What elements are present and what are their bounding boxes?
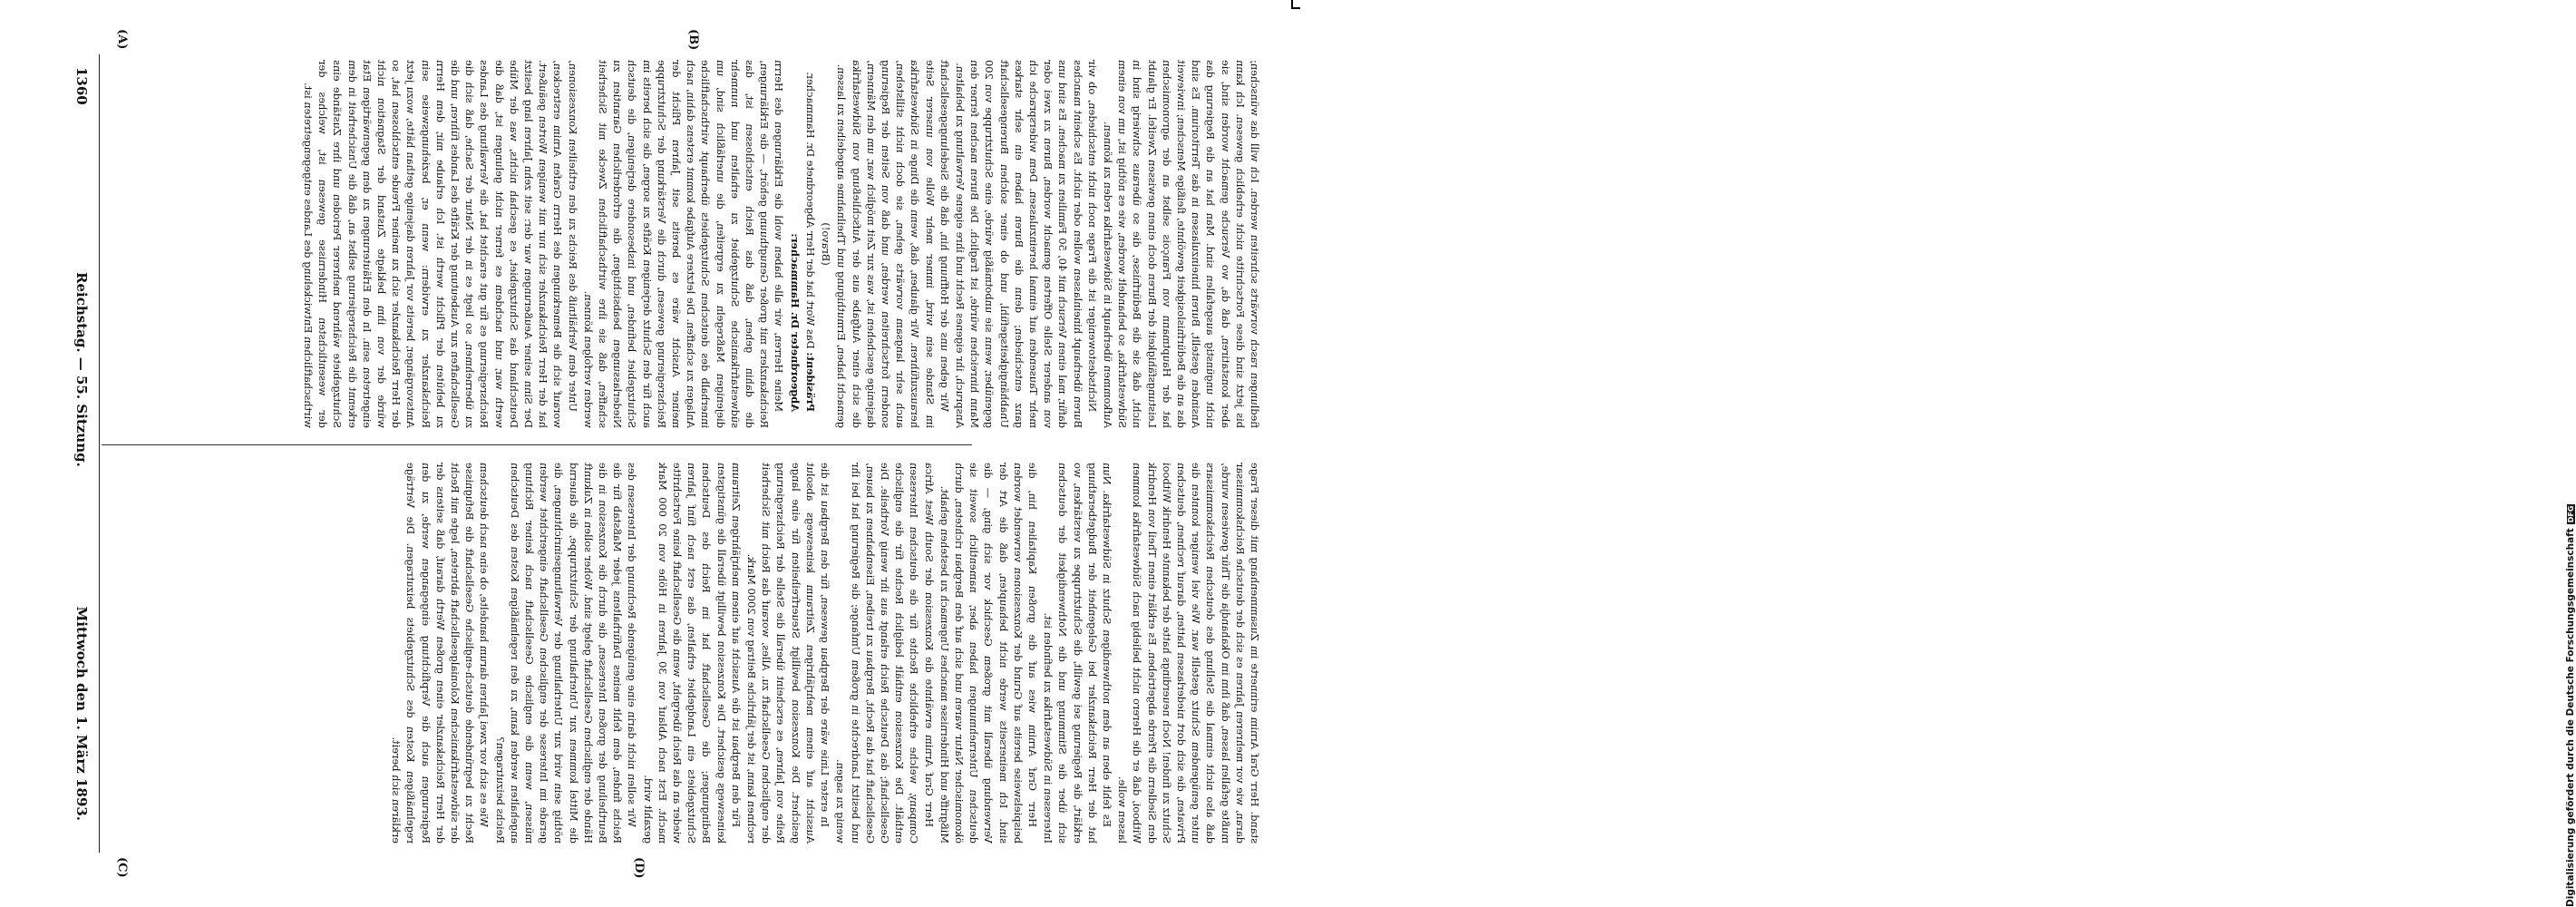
applause-note: (Bravo!) [820, 222, 833, 266]
page-number: 1360 [73, 67, 90, 105]
paragraph: Meine Herren, wir alle haben wohl die Erklärungen des Herrn Reichskanzlers mit großer Genugthuung gehört, — die Erklärungen, die dahin gehen, daß das Reich entschlossen ist, das südwestafrikanische Schutzgebiet zu erhalten und nunmehr diejenigen Maßregeln zu ergreifen, die unerläßlich sind, um innerhalb des deutschen Schutzgebiets überhaupt wirthschaftliche Anlagen zu schaffen. Die letztere Aufgabe kommt erstens dahin, nach meiner Ansicht wäre es bereits seit Jahren Pflicht der Reichsregierung gewesen, durch die Verstärkung der Schutztruppe auch für den Schutz derjenigen Kräfte zu sorgen, die sich bereits im Schutzgebiet befinden, und insbesondere derjenigen, die deutsch Niederlassungen beabsichtigen, die erforderlichen Garantien zu schaffen, daß sie ihre wirthschaftlichen Zwecke mit Sicherheit werden verfolgen können. [581, 60, 786, 428]
paragraph: Wie es sich vor zwei Jahren darum handelte, ob eine nach deutschem Recht zu begründende deutsch-englische Gesellschaft die Befugnisse der südwestafrikanischen Kolonialgesellschaft abtreten, legte mit Recht der Herr Reichskanzler einen großen Werth darauf, daß seitens der Regierungen auch die Verpflichtung eingegangen werde, zu den regelmäßigen Kosten des Schutzgebiets beizutragen. Die Verträge erklären sich bereit. [390, 463, 491, 844]
corner-mark [1291, 0, 1300, 9]
paragraph: Wir geben uns der Hoffnung hin, daß die Siedelungsgesellschaft im Stande sein wird, immer mehr Wolle von unserer Seite herauszuführen. Wir glauben, daß, wenn die Dinge in Südwestafrika auch sehr langsam vorwärts gehen, sie doch nicht stillstehen, sondern fortschreiten werden, und daß von Seiten der Regierung dasjenige geschehen ist, was zur Zeit möglich war, um den Männern, die sich einer Aufgabe aus der Aufschließung von Südwestafrika gemacht haben, Ermuthigung und Theilnahme angedeihen zu lassen. [835, 60, 951, 428]
paragraph: Für den Bergbau ist die Aussicht auf einem mehrjährigen Zeitraum keineswegs gesichert. Die Konzession bewilligt überall die günstigsten Bedingungen; die Gesellschaft hat im Reich des Deutschen Schutzgebiets ein Landgebiet erhalten, das erst nach fünf Jahren wieder an das Reich übergeht, wenn die Gesellschaft keine Fortschritte macht. Erst nach Ablauf von 30 Jahren in Höhe von 20 000 Mark gezahlt wird. [641, 463, 743, 844]
text-column-left [111, 60, 1262, 428]
margin-marker-b: (B) [686, 29, 700, 51]
page-date: Mittwoch den 1. März 1893. [73, 606, 90, 821]
paragraph: In erster Linie wäre der Bergbau gewesen, für den Bergbau ist die Aussicht auf einem mehrjährigen Zeitraum keineswegs absolut gesichert. Die Konzession bewilligt Steuerfreiheiten für eine lange Reihe von Jahren, es erscheint überall die Stelle der Reichsregierung der englischen Gesellschaft zu. Alles, worauf das Reich mit Sicherheit rechnen kann, ist der jährliche Beitrag von 2000 Mark. [745, 463, 832, 844]
margin-marker-c: (C) [115, 857, 129, 878]
paragraph: Herr Graf Arnim wies auf die großen Kapitalien hin, die beispielsweise bereits auf Grund der Konzessionen verwendet worden sind. Ich meinerseits werde nicht behaupten, daß die Art der Verwendung überall mit großem Geschick vor sich ging, — die deutschen Unternehmungen haben aber, namentlich soweit sie ökonomischer Natur waren und sich auf den Bergbau richteten, durch Mißgriffe und Hindernisse manches Ungemach zu bestehen gehabt. [938, 463, 1039, 844]
president-text: Das Wort hat der Herr Abgeordnete Dr. Hammacher. [803, 72, 817, 349]
page-header [68, 0, 97, 907]
margin-marker-d: (D) [632, 857, 646, 879]
paragraph: Es fehlt eben an dem nothwendigen Schutz in Südwestafrika. Nun hat der Herr Reichskanzler bei Gelegenheit der Budgetberathung erklärt, die Regierung sei gewillt, die Schutztruppe zu verstärken, wo sich über die Stimmung und die Nothwendigkeit der deutschen Interessen in Südwestafrika zu befinden ist. [1042, 463, 1113, 844]
dfg-logo: DFG [2567, 505, 2575, 523]
paragraph: Herr Graf Arnim erwähnte die Konzession der South West Africa Company, welche erhebliche Rechte für die deutschen Interessen enthält. Die Konzession enthält lediglich Rechte für die englische Gesellschaft; das Deutsche Reich erlangt aus ihr wenig Vortheile. Die Gesellschaft hat das Recht, Bergbau zu treiben, Eisenbahnen zu bauen, und besitzt Landrechte in großem Umfange; die Regierung hat bei ihr wenig zu sagen. [834, 463, 936, 844]
speaker-label: Präsident: [803, 352, 817, 412]
margin-marker-a: (A) [115, 29, 129, 50]
president-remark [803, 60, 818, 428]
column-divider [102, 444, 972, 445]
speaker-label: Abgeordneter Dr. Hammacher: [788, 233, 802, 412]
text-column-right [111, 463, 1262, 844]
paragraph: Wir sollen nicht darin eine genügende Rechnung der Interessen des Reichs finden, dem fehlt meines Dafürhaltens jeder Maßstab für die Beurtheilung der großen Interessen, die durch die Konzession in die Hände der englischen Gesellschaft gelegt sind. Woher sollen in Zukunft die Mittel kommen zur Unterhaltung der Schutztruppe, die dauernd nöthig sein wird zur Unterhaltung der Verwaltungseinrichtungen, die gerade im Interesse der englischen Gesellschaft eingerichtet werden müssen, wenn die englische Gesellschaft nach keiner Richtung angehalten werden kann, zu den regelmäßigen Kosten des Deutschen Reichs beizutragen? [493, 463, 639, 844]
paragraph: fiedlungen rasch vorwärts schreiten werden. Ich will das wünschen; bis jetzt sind diese Fortschritte nicht erheblich gewesen. Ich kann aber konstatiren, daß da, wo Versuche gemacht worden sind, sie nicht ungünstig ausgefallen sind. Man hat an die Regierung das Ansinden gestellt, Buren hineinzulassen in das Territorium. Es sind das an die Bedürfnislosigkeit gewöhnte, fleißige Menschen; inwieweit hat der Hauptmann von François selbst an der agronomischen Leistungsfähigkeit der Buren doch einen gewissen Zweifel. Er glaubt nicht, daß sie die Bedürfnisse, die so überaus schwierig sind in Südwestafrika, so behandelt worden, wie es nöthig ist, um von einem Aufkommen überhaupt in Südwestafrika reden zu können. [1101, 60, 1261, 428]
funding-credit [2565, 504, 2576, 907]
digitization-sidebar [1278, 0, 2576, 907]
speaker-intro [788, 60, 802, 428]
paragraph: Nichtsdestoweniger ist die Frage noch nicht entschieden, ob wir Buren überhaupt hineinlassen wollen oder nicht. Es scheint manches dafür, mal einen Versuch mit 40, 50 Familien zu machen. Es sind uns von anderer Stelle Offerten gemacht worden, Buren zu zwei oder mehr Tausenden auf einmal hereinzulassen. Dem widersprache ich ganz entschieden; denn die Buren haben ein sehr starkes Unabhängigkeitsgefühl, und ob einer solchen Burengesellschaft gegenüber, wenn sie unbotmäßig würde, eine Schutztruppe von 200 Mann hinreichen würde, ist fraglich. Die Buren machen ferner den Anspruch, ihr eigenes Recht und ihre eigene Verwaltung zu behalten. [953, 60, 1099, 428]
paragraph: stand. Herr Graf Arnim erinnerte im Zusammenhang mit dieser Frage daran, wie vor mehreren Jahren es sich der deutsche Reichskommissar mußte gefallen lassen, daß ihm im Okahandja die Thür gewiesen wurde, daß also nicht einmal die Stellung des deutschen Reichskommissars unter genügendem Schutz gestellt war. Wie viel weniger konnten die Privaten, die sich dort niederlassen hatten, darauf rechnen, deutschen Schutz zu finden! Noch neuerdings hatte der bekannte Hendrik Witbooi den Siedlern die Pferde abgetrieben. Es erklärt einen Theil von Hendrik Witbooi, daß er die Herero nicht beliebig nach Südwestafrika kommen lassen wolle. [1116, 463, 1261, 844]
funding-credit-text: Digitalisierung gefördert durch die Deutsche Forschungsgemeinschaft [2565, 528, 2576, 907]
page-title: Reichstag. — 55. Sitzung. [73, 272, 90, 467]
paragraph: Unter dem Verhältniß des Reichs zu den ertheilten Konzessionen, worauf sich die Bemerkungen des Herrn Grafen Arnim erstrecken, hat der Herr Reichskanzler sich nur mit wenigen Worten geäußert. Der Sinn seiner Aeußerungen war der: seit zehn Jahren lang besitzt Deutschland das Schutzgebiet, es geschah nichts, was der Mühe werth war, und nachdem es ferner nicht gelungen ist, daß die Reichsregierung es für gut erachtet hat, die Verwaltung des Landes zu übernehmen, so liegt es in der Natur der Sache, daß sich die Gesellschaften zur Ausbeutung der Kräfte des Landes führen, und die zu behüten der Pflicht werth ist. Ich erlaube mir, dem Herrn Reichskanzler zu erwidern: wenn er, beziehungsweise sein Amtsvorgänger, bereits vor Jahren dasjenige gethan hätte, wozu jetzt der Herr Reichskanzler sich zu meiner Freude entschlossen hat, so würde der von ihm beklagte Zustand der Stagnation nicht eingetreten sein. In den Erläuterungen zu dem gegenwärtigen Etat erkennt die Reichsregierung selbst an, daß die Unsicherheit in dem Schutzgebiete während mehrerer Perioden und ihre Zustände eins der wesentlichsten Hindernisse gewesen ist, welches der wirthschaftlichen Entwickelung des Landes entgegengetreten ist. [302, 60, 579, 428]
header-rule [99, 54, 100, 853]
